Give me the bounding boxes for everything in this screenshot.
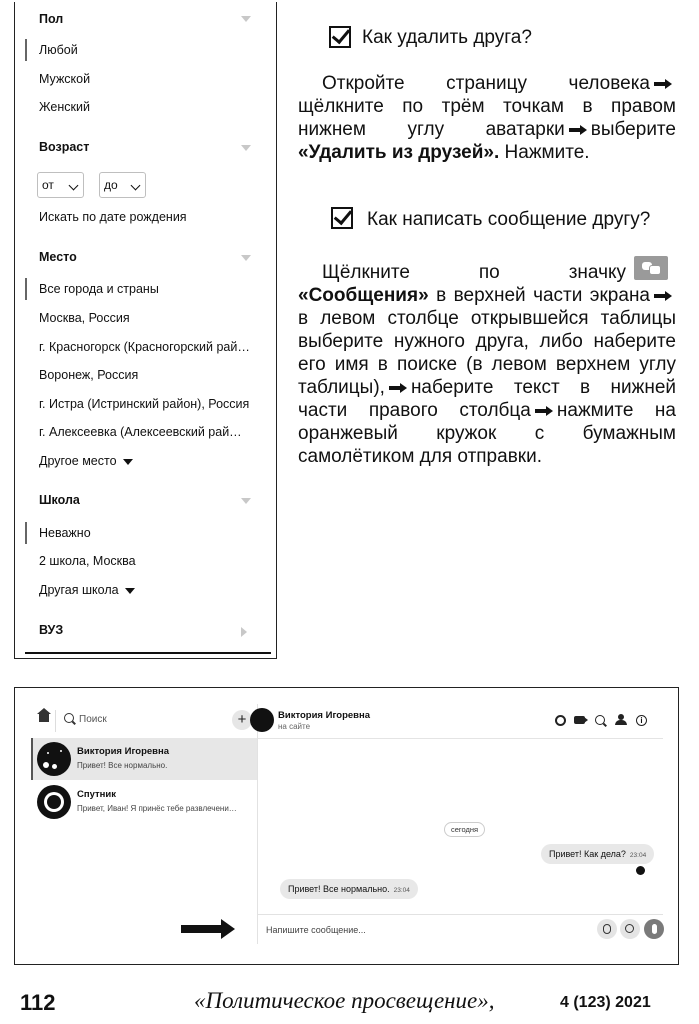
emoji-button[interactable] [620,919,640,939]
issue-number: 4 (123) 2021 [560,994,651,1011]
text: нажмите на оранжевый кружок с бумажным самолётиком для отправки. [298,400,676,467]
text: Щёлкните по значку [322,262,626,283]
university-heading: ВУЗ [39,623,64,637]
conversation-column [258,704,663,944]
search-icon [64,713,74,723]
date-separator: сегодня [444,822,485,837]
gender-option-any[interactable]: Любой [39,43,78,57]
answer-delete-friend [298,72,676,164]
collapse-icon[interactable] [241,145,251,151]
avatar [37,785,71,819]
age-heading: Возраст [39,140,90,154]
avatar [636,866,645,875]
place-option[interactable]: г. Красногорск (Красногорский рай… [39,340,250,354]
search-icon[interactable] [595,715,605,725]
school-heading: Школа [39,493,80,507]
place-option[interactable]: г. Истра (Истринский район), Россия [39,397,250,411]
contact-status: на сайте [278,722,311,731]
collapse-icon[interactable] [241,498,251,504]
selection-indicator [25,39,27,61]
voice-button[interactable] [644,919,664,939]
arrow-right-icon [389,384,407,392]
checkbox-icon [331,207,353,229]
gender-heading: Пол [39,12,64,26]
messages-icon [634,256,668,280]
text: в верхней части экрана [436,285,650,306]
message-bubble-incoming [280,879,418,899]
message-time: 23:04 [629,852,647,859]
place-option[interactable]: Все города и страны [39,282,159,296]
text: Нажмите. [504,142,590,163]
chat-search-input[interactable]: Поиск [79,714,107,725]
journal-title: «Политическое просвещение», [194,988,495,1013]
other-place-dropdown[interactable] [39,454,133,468]
other-place-label: Другое место [39,454,117,468]
collapse-icon[interactable] [241,255,251,261]
message-bubble-outgoing [541,844,654,864]
search-filters-panel [14,2,277,659]
call-icon[interactable] [555,715,566,726]
conversation-header [258,704,663,739]
age-to-value: до [104,178,118,192]
message-text: Привет! Как дела? [549,849,626,859]
place-option[interactable]: Воронеж, Россия [39,368,139,382]
text: в левом столбце открывшейся таблицы выберите нужного друга, либо наберите его имя в поиске (в левом верхнем углу таблицы), [298,308,676,398]
checkbox-icon [329,26,351,48]
video-call-icon[interactable] [574,716,585,724]
arrow-right-icon [654,292,672,300]
other-school-label: Другая школа [39,583,119,597]
chat-item[interactable] [31,738,257,780]
chat-list-column [31,704,258,944]
question-write-message: Как написать сообщение другу? [367,209,651,230]
arrow-right-icon [569,126,587,134]
caret-down-icon [125,588,135,594]
chat-name: Виктория Игоревна [77,746,170,757]
arrow-right-icon [654,80,672,88]
chat-name: Спутник [77,789,116,800]
gender-option-male[interactable]: Мужской [39,72,91,86]
messenger-screenshot [14,687,679,965]
message-composer [258,914,663,945]
divider [25,652,271,654]
caret-down-icon [123,459,133,465]
divider [55,710,56,732]
expand-icon[interactable] [241,627,247,637]
gender-option-female[interactable]: Женский [39,100,90,114]
place-option[interactable]: Москва, Россия [39,311,130,325]
chat-preview: Привет! Все нормально. [77,761,168,770]
question-delete-friend: Как удалить друга? [362,27,532,48]
avatar[interactable] [250,708,274,732]
answer-write-message [298,256,676,468]
emphasis: «Сообщения» [298,285,429,306]
message-input[interactable]: Напишите сообщение... [266,925,366,935]
message-text: Привет! Все нормально. [288,884,390,894]
info-icon[interactable]: i [636,715,647,726]
add-user-icon[interactable] [618,714,624,720]
text: Откройте страницу человека [322,73,650,94]
text: щёлкните по трём точкам в правом нижнем углу аватарки [298,96,676,140]
arrow-right-icon [535,407,553,415]
selection-indicator [25,278,27,300]
home-icon[interactable] [39,714,49,722]
message-time: 23:04 [393,887,410,894]
chevron-down-icon [131,181,141,191]
school-option[interactable]: 2 школа, Москва [39,554,136,568]
contact-name[interactable]: Виктория Игоревна [278,710,371,721]
other-school-dropdown[interactable] [39,583,135,597]
microphone-icon [652,924,657,934]
text: наберите текст в нижней части правого столбца [298,377,676,421]
attach-button[interactable] [597,919,617,939]
age-to-select[interactable] [99,172,146,198]
age-from-select[interactable] [37,172,84,198]
chat-list-toolbar [31,704,257,738]
paperclip-icon [603,924,611,934]
chevron-down-icon [69,181,79,191]
chat-item[interactable] [31,781,257,823]
birthdate-search-link[interactable]: Искать по дате рождения [39,210,187,224]
place-heading: Место [39,250,77,264]
avatar [37,742,71,776]
pointer-arrow-icon [181,925,225,933]
text: выберите [590,119,676,140]
new-chat-button[interactable]: + [232,710,252,730]
page-number: 112 [20,990,56,1015]
school-option[interactable]: Неважно [39,526,91,540]
chat-preview: Привет, Иван! Я принёс тебе развлечени… [77,804,237,813]
smile-icon [625,924,634,933]
age-from-value: от [42,178,54,192]
collapse-icon[interactable] [241,16,251,22]
emphasis: «Удалить из друзей». [298,142,500,163]
place-option[interactable]: г. Алексеевка (Алексеевский рай… [39,425,242,439]
selection-indicator [25,522,27,544]
